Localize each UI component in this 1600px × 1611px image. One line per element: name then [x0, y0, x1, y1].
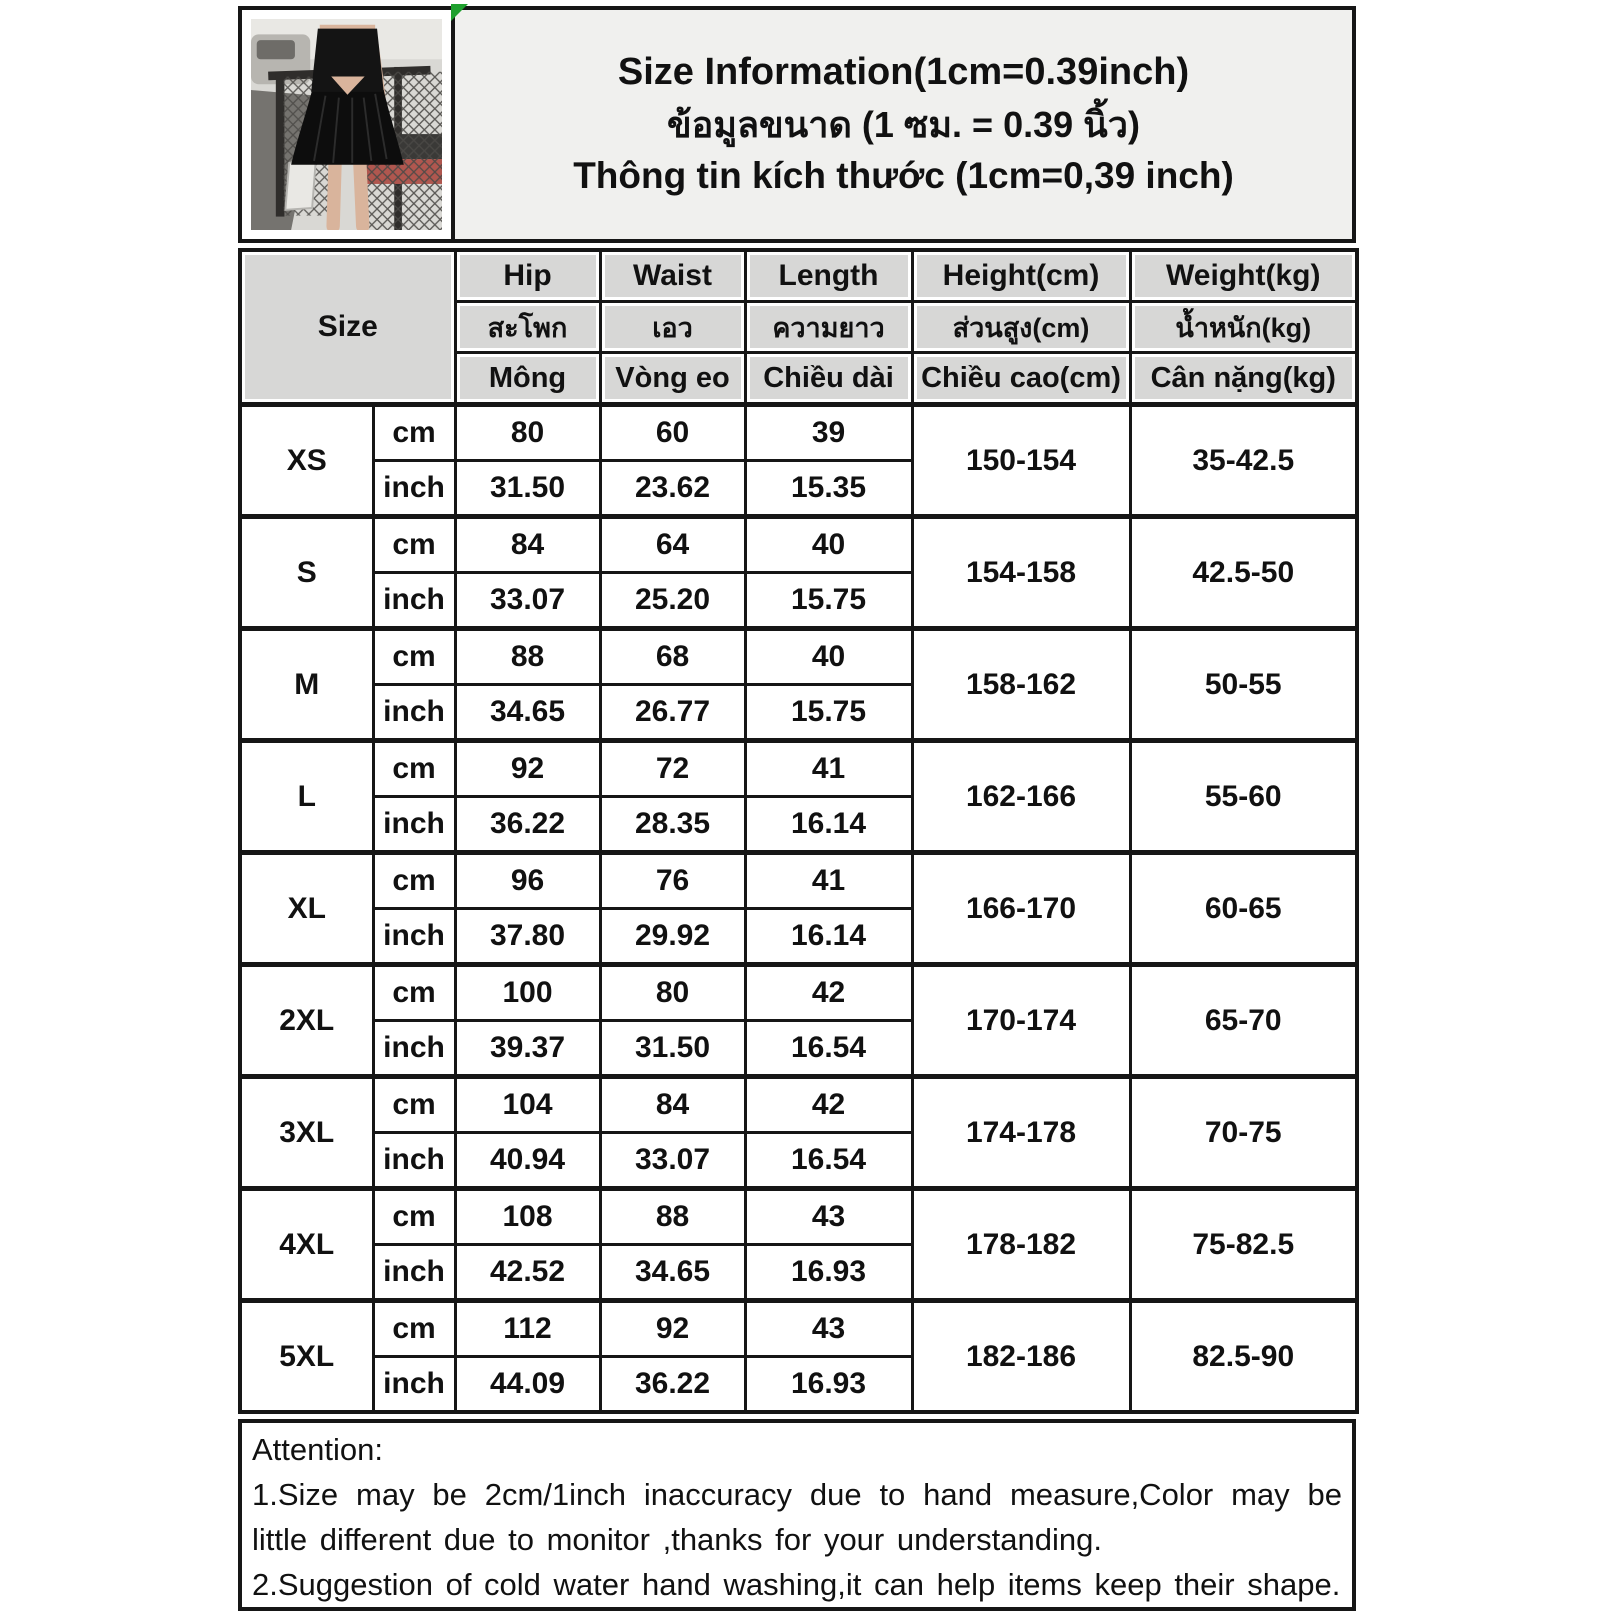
- size-cell-2xl: 2XL: [240, 965, 373, 1077]
- attention-heading: Attention:: [252, 1432, 383, 1467]
- length-cm-value-l: 41: [745, 741, 912, 797]
- hip-cm-value-l: 92: [455, 741, 600, 797]
- length-inch-value-5xl: 16.93: [745, 1357, 912, 1413]
- size-cell-5xl: 5XL: [240, 1301, 373, 1413]
- waist-inch-value-l: 28.35: [600, 797, 745, 853]
- unit-label-inch-2xl: inch: [373, 1021, 455, 1077]
- waist-cm-value-s: 64: [600, 517, 745, 573]
- size-table: [238, 248, 1359, 1414]
- col-header-height-th: ส่วนสูง(cm): [912, 302, 1130, 353]
- waist-cm-value-4xl: 88: [600, 1189, 745, 1245]
- weight-range-xs: 35-42.5: [1130, 405, 1357, 517]
- unit-label-cm-m: cm: [373, 629, 455, 685]
- length-cm-value-5xl: 43: [745, 1301, 912, 1357]
- length-cm-value-xs: 39: [745, 405, 912, 461]
- attention-note-1: 1.Size may be 2cm/1inch inaccuracy due to hand measure,Color may be little different due to monitor ,thanks for your understanding.: [252, 1477, 1342, 1557]
- length-cm-value-3xl: 42: [745, 1077, 912, 1133]
- title-vietnamese: Thông tin kích thước (1cm=0,39 inch): [573, 154, 1234, 196]
- hip-cm-value-xl: 96: [455, 853, 600, 909]
- length-inch-value-s: 15.75: [745, 573, 912, 629]
- unit-label-inch-l: inch: [373, 797, 455, 853]
- weight-range-4xl: 75-82.5: [1130, 1189, 1357, 1301]
- waist-inch-value-3xl: 33.07: [600, 1133, 745, 1189]
- unit-label-inch-m: inch: [373, 685, 455, 741]
- hip-cm-value-5xl: 112: [455, 1301, 600, 1357]
- col-header-length-th: ความยาว: [745, 302, 912, 353]
- unit-label-inch-xs: inch: [373, 461, 455, 517]
- col-header-weight-en: Weight(kg): [1130, 250, 1357, 302]
- size-row-s-cm: [240, 517, 1357, 573]
- size-row-2xl-cm: [240, 965, 1357, 1021]
- size-cell-s: S: [240, 517, 373, 629]
- length-inch-value-3xl: 16.54: [745, 1133, 912, 1189]
- length-cm-value-s: 40: [745, 517, 912, 573]
- waist-inch-value-s: 25.20: [600, 573, 745, 629]
- unit-label-cm-s: cm: [373, 517, 455, 573]
- col-header-weight-vi: Cân nặng(kg): [1130, 353, 1357, 405]
- col-header-length-en: Length: [745, 250, 912, 302]
- title-thai: ข้อมูลขนาด (1 ซม. = 0.39 นิ้ว): [667, 104, 1140, 146]
- size-cell-4xl: 4XL: [240, 1189, 373, 1301]
- col-header-waist-vi: Vòng eo: [600, 353, 745, 405]
- hip-cm-value-4xl: 108: [455, 1189, 600, 1245]
- size-chart-sheet: [238, 6, 1356, 1611]
- waist-cm-value-xs: 60: [600, 405, 745, 461]
- weight-range-3xl: 70-75: [1130, 1077, 1357, 1189]
- hip-inch-value-xs: 31.50: [455, 461, 600, 517]
- size-cell-3xl: 3XL: [240, 1077, 373, 1189]
- waist-inch-value-5xl: 36.22: [600, 1357, 745, 1413]
- attention-box: [238, 1419, 1356, 1611]
- unit-label-inch-4xl: inch: [373, 1245, 455, 1301]
- hip-inch-value-5xl: 44.09: [455, 1357, 600, 1413]
- attention-note-2: 2.Suggestion of cold water hand washing,it can help items keep their shape.: [252, 1567, 1341, 1602]
- unit-label-cm-3xl: cm: [373, 1077, 455, 1133]
- waist-inch-value-xs: 23.62: [600, 461, 745, 517]
- product-photo: [238, 6, 455, 243]
- size-column-header: Size: [240, 250, 455, 405]
- col-header-waist-en: Waist: [600, 250, 745, 302]
- unit-label-cm-l: cm: [373, 741, 455, 797]
- size-row-4xl-cm: [240, 1189, 1357, 1245]
- waist-cm-value-2xl: 80: [600, 965, 745, 1021]
- length-inch-value-xs: 15.35: [745, 461, 912, 517]
- unit-label-cm-xl: cm: [373, 853, 455, 909]
- size-cell-l: L: [240, 741, 373, 853]
- hip-inch-value-2xl: 39.37: [455, 1021, 600, 1077]
- col-header-hip-th: สะโพก: [455, 302, 600, 353]
- hip-cm-value-3xl: 104: [455, 1077, 600, 1133]
- col-header-waist-th: เอว: [600, 302, 745, 353]
- hip-inch-value-l: 36.22: [455, 797, 600, 853]
- height-range-4xl: 178-182: [912, 1189, 1130, 1301]
- title-box: [451, 6, 1356, 243]
- header-row-english: [240, 250, 1357, 302]
- unit-label-cm-4xl: cm: [373, 1189, 455, 1245]
- length-inch-value-m: 15.75: [745, 685, 912, 741]
- hip-inch-value-xl: 37.80: [455, 909, 600, 965]
- waist-cm-value-m: 68: [600, 629, 745, 685]
- length-cm-value-xl: 41: [745, 853, 912, 909]
- header-section: [238, 6, 1356, 243]
- hip-cm-value-xs: 80: [455, 405, 600, 461]
- green-corner-marker: [451, 4, 468, 21]
- product-photo-illustration: [251, 19, 442, 230]
- weight-range-xl: 60-65: [1130, 853, 1357, 965]
- size-cell-xs: XS: [240, 405, 373, 517]
- height-range-5xl: 182-186: [912, 1301, 1130, 1413]
- unit-label-cm-5xl: cm: [373, 1301, 455, 1357]
- weight-range-m: 50-55: [1130, 629, 1357, 741]
- size-row-xl-cm: [240, 853, 1357, 909]
- length-cm-value-m: 40: [745, 629, 912, 685]
- col-header-height-vi: Chiều cao(cm): [912, 353, 1130, 405]
- unit-label-inch-3xl: inch: [373, 1133, 455, 1189]
- waist-cm-value-l: 72: [600, 741, 745, 797]
- unit-label-cm-xs: cm: [373, 405, 455, 461]
- col-header-height-en: Height(cm): [912, 250, 1130, 302]
- col-header-hip-vi: Mông: [455, 353, 600, 405]
- weight-range-5xl: 82.5-90: [1130, 1301, 1357, 1413]
- unit-label-inch-xl: inch: [373, 909, 455, 965]
- waist-inch-value-m: 26.77: [600, 685, 745, 741]
- length-inch-value-2xl: 16.54: [745, 1021, 912, 1077]
- weight-range-2xl: 65-70: [1130, 965, 1357, 1077]
- height-range-2xl: 170-174: [912, 965, 1130, 1077]
- hip-cm-value-m: 88: [455, 629, 600, 685]
- length-cm-value-2xl: 42: [745, 965, 912, 1021]
- height-range-3xl: 174-178: [912, 1077, 1130, 1189]
- length-inch-value-l: 16.14: [745, 797, 912, 853]
- size-row-xs-cm: [240, 405, 1357, 461]
- size-row-3xl-cm: [240, 1077, 1357, 1133]
- weight-range-l: 55-60: [1130, 741, 1357, 853]
- height-range-xl: 166-170: [912, 853, 1130, 965]
- length-cm-value-4xl: 43: [745, 1189, 912, 1245]
- hip-cm-value-s: 84: [455, 517, 600, 573]
- unit-label-inch-s: inch: [373, 573, 455, 629]
- height-range-s: 154-158: [912, 517, 1130, 629]
- unit-label-inch-5xl: inch: [373, 1357, 455, 1413]
- hip-cm-value-2xl: 100: [455, 965, 600, 1021]
- waist-inch-value-2xl: 31.50: [600, 1021, 745, 1077]
- size-row-m-cm: [240, 629, 1357, 685]
- waist-inch-value-xl: 29.92: [600, 909, 745, 965]
- col-header-length-vi: Chiều dài: [745, 353, 912, 405]
- waist-cm-value-5xl: 92: [600, 1301, 745, 1357]
- waist-cm-value-3xl: 84: [600, 1077, 745, 1133]
- size-cell-xl: XL: [240, 853, 373, 965]
- height-range-m: 158-162: [912, 629, 1130, 741]
- length-inch-value-4xl: 16.93: [745, 1245, 912, 1301]
- waist-cm-value-xl: 76: [600, 853, 745, 909]
- hip-inch-value-3xl: 40.94: [455, 1133, 600, 1189]
- height-range-xs: 150-154: [912, 405, 1130, 517]
- hip-inch-value-4xl: 42.52: [455, 1245, 600, 1301]
- size-row-l-cm: [240, 741, 1357, 797]
- height-range-l: 162-166: [912, 741, 1130, 853]
- col-header-weight-th: น้ำหนัก(kg): [1130, 302, 1357, 353]
- unit-label-cm-2xl: cm: [373, 965, 455, 1021]
- weight-range-s: 42.5-50: [1130, 517, 1357, 629]
- title-english: Size Information(1cm=0.39inch): [617, 51, 1190, 94]
- length-inch-value-xl: 16.14: [745, 909, 912, 965]
- size-cell-m: M: [240, 629, 373, 741]
- hip-inch-value-s: 33.07: [455, 573, 600, 629]
- size-row-5xl-cm: [240, 1301, 1357, 1357]
- waist-inch-value-4xl: 34.65: [600, 1245, 745, 1301]
- hip-inch-value-m: 34.65: [455, 685, 600, 741]
- col-header-hip-en: Hip: [455, 250, 600, 302]
